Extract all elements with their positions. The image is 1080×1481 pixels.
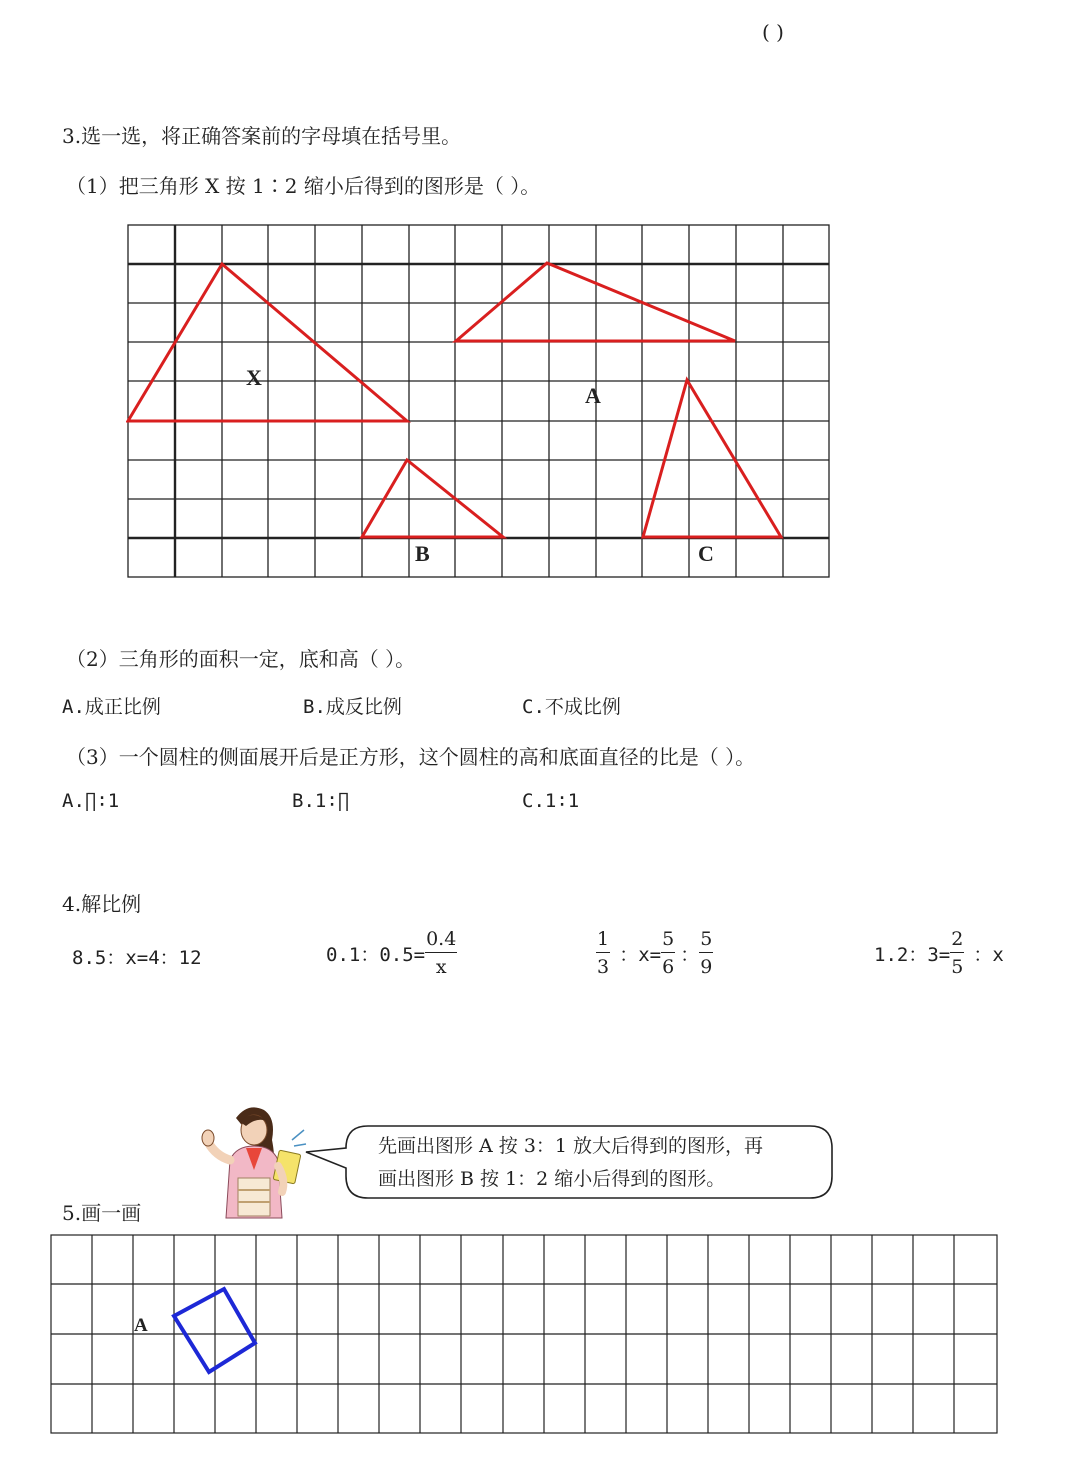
eq3-f3-denominator: 9 [700, 956, 713, 978]
q4-equation-4 [874, 930, 1004, 977]
q3-sub3: （3）一个圆柱的侧面展开后是正方形，这个圆柱的高和底面直径的比是（ ）。 [66, 745, 756, 769]
q5-drawing-grid[interactable] [50, 1233, 1000, 1436]
q3-sub1: （1）把三角形 X 按 1∶2 缩小后得到的图形是（ ）。 [66, 174, 541, 198]
triangle-c [643, 380, 781, 537]
shape-a-label: A [134, 1315, 148, 1336]
eq4-fraction [950, 930, 964, 977]
triangle-b-label: B [415, 541, 430, 566]
q3-title: 3.选一选，将正确答案前的字母填在括号里。 [62, 124, 462, 148]
q4-title: 4.解比例 [62, 892, 142, 916]
q3-sub2-option-c: C.不成比例 [522, 696, 621, 718]
eq4-numerator: 2 [950, 930, 964, 953]
q3-sub2-option-b: B.成反比例 [303, 696, 402, 718]
eq3-f3-numerator: 5 [699, 930, 713, 953]
q3-triangle-grid [126, 223, 832, 581]
eq3-fraction-2 [661, 930, 675, 977]
eq3-fraction-3 [699, 930, 713, 977]
eq4-prefix: 1.2：3= [874, 944, 951, 966]
q4-equation-2 [326, 930, 457, 977]
triangle-x-label: X [246, 365, 262, 390]
eq2-numerator: 0.4 [425, 930, 457, 953]
triangle-c-label: C [698, 541, 714, 566]
speech-line-2: 画出图形 B 按 1：2 缩小后得到的图形。 [378, 1168, 726, 1190]
eq2-denominator: x [435, 956, 447, 978]
eq2-fraction [425, 930, 457, 977]
eq4-denominator: 5 [951, 956, 964, 978]
answer-bracket: ( ) [762, 20, 784, 44]
eq3-middle: ：x= [619, 944, 662, 966]
grid-lines [128, 225, 829, 577]
q3-sub3-option-b: B.1∶∏ [292, 790, 350, 812]
eq3-f1-numerator: 1 [596, 930, 610, 953]
speech-line-1: 先画出图形 A 按 3：1 放大后得到的图形，再 [378, 1135, 764, 1157]
eq2-prefix: 0.1：0.5= [326, 944, 426, 966]
teacher-girl-illustration [196, 1100, 308, 1220]
eq3-f2-denominator: 6 [662, 956, 675, 978]
q3-sub2-option-a: A.成正比例 [62, 696, 161, 718]
eq3-fraction-1 [596, 930, 610, 977]
eq3-separator: ： [680, 944, 700, 966]
q5-title: 5.画一画 [62, 1201, 142, 1225]
q3-sub3-option-a: A.∏∶1 [62, 790, 120, 812]
q3-sub2: （2）三角形的面积一定，底和高（ ）。 [66, 647, 416, 671]
eq3-f2-numerator: 5 [661, 930, 675, 953]
eq4-suffix: ：x [973, 944, 1004, 966]
triangle-a-label: A [585, 383, 601, 408]
eq3-f1-denominator: 3 [597, 956, 610, 978]
q4-equation-3 [596, 930, 713, 977]
axis-lines [128, 225, 829, 577]
q3-sub3-option-c: C.1∶1 [522, 790, 580, 812]
q4-equation-1: 8.5：x=4：12 [72, 947, 202, 969]
